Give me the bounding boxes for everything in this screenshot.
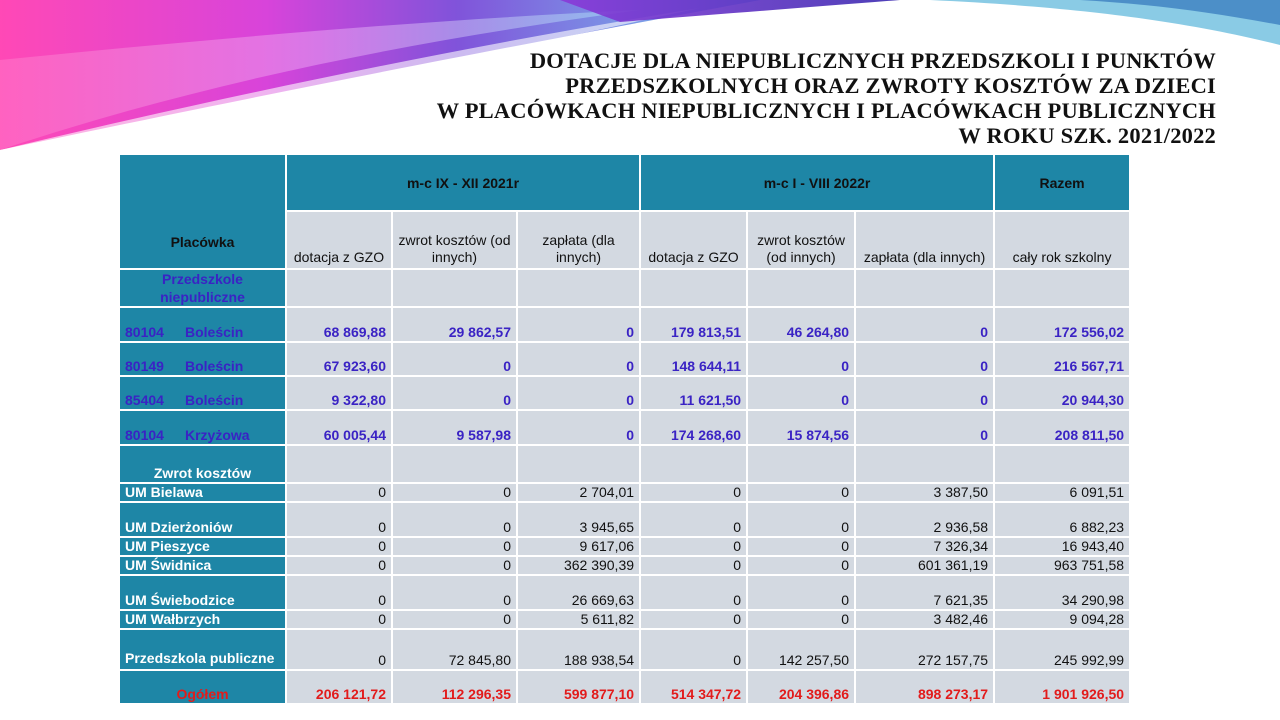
table-cell: 0: [392, 537, 517, 556]
table-cell: 2 936,58: [855, 502, 994, 537]
row-label: Przedszkola publiczne: [119, 629, 286, 670]
table-cell: 0: [286, 575, 392, 610]
table-cell: 60 005,44: [286, 410, 392, 445]
table-cell: 0: [640, 537, 747, 556]
title-line-1: DOTACJE DLA NIEPUBLICZNYCH PRZEDSZKOLI I PUNKTÓW: [529, 48, 1216, 73]
table-cell: 0: [747, 502, 855, 537]
table-row: [119, 502, 1130, 537]
row-name: Boleścin: [185, 324, 244, 340]
table-cell: 216 567,71: [994, 342, 1130, 376]
total-cell: 206 121,72: [286, 670, 392, 704]
table-cell: 20 944,30: [994, 376, 1130, 410]
table-cell: 46 264,80: [747, 307, 855, 342]
total-cell: 898 273,17: [855, 670, 994, 704]
table-cell: 6 882,23: [994, 502, 1130, 537]
table-cell: 0: [286, 502, 392, 537]
table-cell: 963 751,58: [994, 556, 1130, 575]
table-cell: 208 811,50: [994, 410, 1130, 445]
table-cell: 0: [855, 376, 994, 410]
row-label: [119, 376, 286, 410]
subheader-dotacja-2022: dotacja z GZO: [640, 211, 747, 269]
row-label: [119, 307, 286, 342]
slide-title: [356, 48, 1216, 148]
row-label: [119, 342, 286, 376]
table-cell: 0: [286, 610, 392, 629]
table-cell: 2 704,01: [517, 483, 640, 502]
table-cell: 272 157,75: [855, 629, 994, 670]
table-cell: 72 845,80: [392, 629, 517, 670]
table-cell: 0: [640, 575, 747, 610]
total-cell: 204 396,86: [747, 670, 855, 704]
row-label: UM Pieszyce: [119, 537, 286, 556]
table-cell: 0: [286, 537, 392, 556]
table-cell: 142 257,50: [747, 629, 855, 670]
table-cell: 0: [640, 483, 747, 502]
table-cell: 0: [640, 502, 747, 537]
table-cell: 0: [747, 342, 855, 376]
row-code: 80149: [125, 358, 164, 374]
row-label: UM Wałbrzych: [119, 610, 286, 629]
total-label: Ogółem: [119, 670, 286, 704]
table-cell: 16 943,40: [994, 537, 1130, 556]
table-cell: 0: [747, 376, 855, 410]
table-cell: 0: [517, 410, 640, 445]
row-label: [119, 410, 286, 445]
table-row: [119, 610, 1130, 629]
table-cell: 245 992,99: [994, 629, 1130, 670]
subheader-zwrot-2022: zwrot kosztów (od innych): [747, 211, 855, 269]
title-line-3: W PLACÓWKACH NIEPUBLICZNYCH I PLACÓWKACH PUBLICZNYCH: [436, 98, 1216, 123]
subheader-zwrot-2021: zwrot kosztów (od innych): [392, 211, 517, 269]
total-row: [119, 670, 1130, 704]
table-cell: 7 621,35: [855, 575, 994, 610]
table-cell: 9 322,80: [286, 376, 392, 410]
table-cell: 148 644,11: [640, 342, 747, 376]
table-row: [119, 575, 1130, 610]
table-row: [119, 342, 1130, 376]
table-cell: 0: [392, 556, 517, 575]
grants-table: [118, 153, 1131, 705]
subheader-zaplata-2022: zapłata (dla innych): [855, 211, 994, 269]
table-cell: 11 621,50: [640, 376, 747, 410]
table-cell: 5 611,82: [517, 610, 640, 629]
row-name: Boleścin: [185, 392, 244, 408]
row-label: UM Świdnica: [119, 556, 286, 575]
table-cell: 0: [392, 376, 517, 410]
subheader-zaplata-2021: zapłata (dla innych): [517, 211, 640, 269]
table-cell: 29 862,57: [392, 307, 517, 342]
table-cell: 0: [392, 575, 517, 610]
table-row: [119, 410, 1130, 445]
table-row: [119, 483, 1130, 502]
table-cell: 3 482,46: [855, 610, 994, 629]
header-period-2021: m-c IX - XII 2021r: [286, 154, 640, 211]
header-placowka: Placówka: [119, 154, 286, 269]
table-cell: 0: [392, 342, 517, 376]
table-cell: 0: [855, 342, 994, 376]
row-label: UM Świebodzice: [119, 575, 286, 610]
row-code: 80104: [125, 324, 164, 340]
table-cell: 0: [286, 629, 392, 670]
total-cell: 1 901 926,50: [994, 670, 1130, 704]
total-cell: 514 347,72: [640, 670, 747, 704]
row-label: UM Bielawa: [119, 483, 286, 502]
table-cell: 3 387,50: [855, 483, 994, 502]
table-row: [119, 537, 1130, 556]
table-cell: 0: [747, 575, 855, 610]
table-row: [119, 376, 1130, 410]
total-cell: 112 296,35: [392, 670, 517, 704]
table-cell: 9 094,28: [994, 610, 1130, 629]
table-cell: 0: [747, 556, 855, 575]
table-row: [119, 556, 1130, 575]
table-cell: 68 869,88: [286, 307, 392, 342]
table-cell: 15 874,56: [747, 410, 855, 445]
table-cell: 0: [517, 307, 640, 342]
table-cell: 0: [747, 483, 855, 502]
subheader-dotacja-2021: dotacja z GZO: [286, 211, 392, 269]
table-cell: 0: [855, 410, 994, 445]
header-razem: Razem: [994, 154, 1130, 211]
table-cell: 0: [517, 342, 640, 376]
row-code: 85404: [125, 392, 164, 408]
table-row: [119, 629, 1130, 670]
table-cell: 26 669,63: [517, 575, 640, 610]
table-cell: 0: [640, 629, 747, 670]
table-cell: 0: [392, 610, 517, 629]
table-cell: 0: [392, 502, 517, 537]
table-cell: 0: [640, 556, 747, 575]
table-cell: 174 268,60: [640, 410, 747, 445]
table-row: [119, 307, 1130, 342]
title-line-4: W ROKU SZK. 2021/2022: [958, 123, 1216, 148]
row-name: Krzyżowa: [185, 427, 250, 443]
title-line-2: PRZEDSZKOLNYCH ORAZ ZWROTY KOSZTÓW ZA DZIECI: [565, 73, 1216, 98]
section-row-niepubliczne: [119, 269, 1130, 307]
table-cell: 179 813,51: [640, 307, 747, 342]
section-row-zwrot: [119, 445, 1130, 483]
row-code: 80104: [125, 427, 164, 443]
section-label-niepubliczne: Przedszkole niepubliczne: [119, 269, 286, 307]
table-cell: 0: [286, 556, 392, 575]
table-cell: 67 923,60: [286, 342, 392, 376]
table-cell: 3 945,65: [517, 502, 640, 537]
table-cell: 9 587,98: [392, 410, 517, 445]
table-cell: 0: [392, 483, 517, 502]
table-cell: 7 326,34: [855, 537, 994, 556]
table-cell: 0: [747, 610, 855, 629]
subheader-caly-rok: cały rok szkolny: [994, 211, 1130, 269]
row-label: UM Dzierżoniów: [119, 502, 286, 537]
table-cell: 172 556,02: [994, 307, 1130, 342]
table-cell: 0: [640, 610, 747, 629]
table-cell: 188 938,54: [517, 629, 640, 670]
table-cell: 34 290,98: [994, 575, 1130, 610]
section-label-zwrot: Zwrot kosztów: [119, 445, 286, 483]
table-cell: 9 617,06: [517, 537, 640, 556]
header-period-2022: m-c I - VIII 2022r: [640, 154, 994, 211]
table-cell: 0: [517, 376, 640, 410]
table-cell: 0: [286, 483, 392, 502]
table-cell: 601 361,19: [855, 556, 994, 575]
table-cell: 0: [747, 537, 855, 556]
row-name: Boleścin: [185, 358, 244, 374]
table-cell: 362 390,39: [517, 556, 640, 575]
table-cell: 6 091,51: [994, 483, 1130, 502]
table-cell: 0: [855, 307, 994, 342]
total-cell: 599 877,10: [517, 670, 640, 704]
